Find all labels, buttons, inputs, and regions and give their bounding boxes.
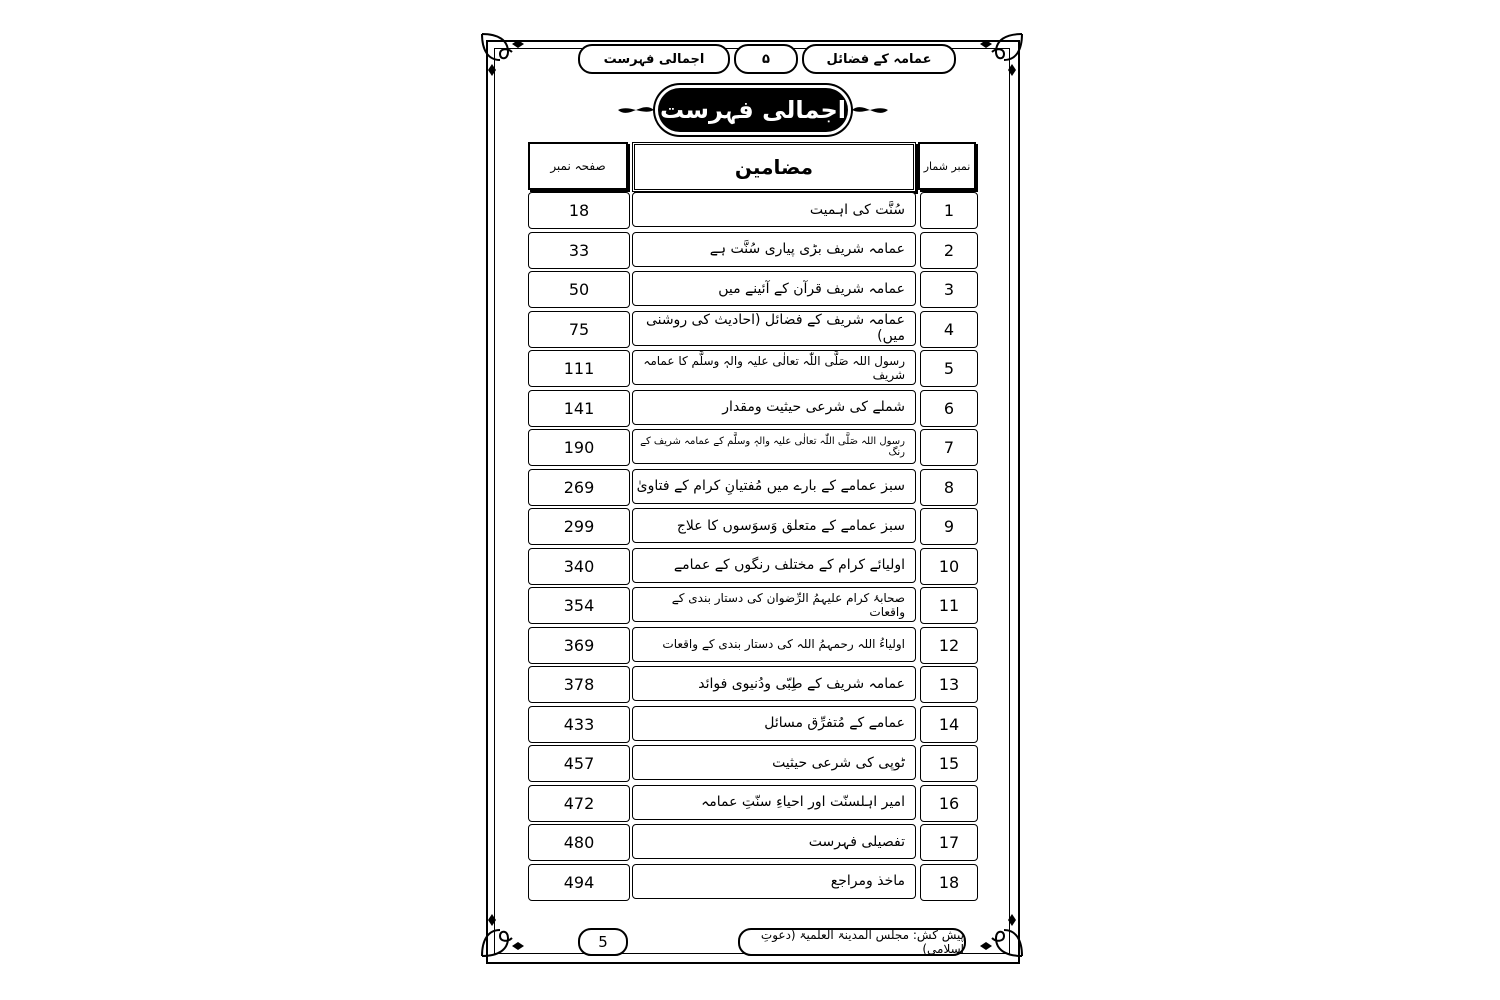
row-page: 299 [528, 508, 630, 545]
row-page: 18 [528, 192, 630, 229]
row-title: شملے کی شرعی حیثیت ومقدار [632, 390, 916, 425]
row-title: اولیاءُ اللہ رحمہمُ اللہ کی دستار بندی کے واقعات [632, 627, 916, 662]
table-row [528, 271, 976, 308]
row-number: 2 [920, 232, 978, 269]
footer-page-number: 5 [578, 928, 628, 956]
row-page: 433 [528, 706, 630, 743]
row-number: 7 [920, 429, 978, 466]
row-title: ماخذ ومراجع [632, 864, 916, 899]
table-row [528, 429, 976, 466]
row-page: 369 [528, 627, 630, 664]
row-number: 10 [920, 548, 978, 585]
row-title: عمامہ شریف کے فضائل (احادیث کی روشنی میں) [632, 311, 916, 346]
table-row [528, 350, 976, 387]
row-title: صحابۂ کرام علیہمُ الرِّضوان کی دستار بندی کے واقعات [632, 587, 916, 622]
row-number: 15 [920, 745, 978, 782]
row-number: 1 [920, 192, 978, 229]
row-page: 494 [528, 864, 630, 901]
table-row [528, 232, 976, 269]
table-row [528, 745, 976, 782]
footer-presenter: پیش کش: مجلس المدینۃ العلمیۃ (دعوتِ اسلامی) [738, 928, 966, 956]
table-row [528, 785, 976, 822]
header-section-title: اجمالی فہرست [578, 44, 730, 74]
table-row [528, 390, 976, 427]
row-number: 16 [920, 785, 978, 822]
row-page: 340 [528, 548, 630, 585]
row-number: 11 [920, 587, 978, 624]
table-row [528, 508, 976, 545]
row-number: 3 [920, 271, 978, 308]
corner-ornament-icon [980, 914, 1026, 960]
row-title: سُنَّت کی اہمیت [632, 192, 916, 227]
header-page-number: ۵ [734, 44, 798, 74]
row-number: 13 [920, 666, 978, 703]
corner-ornament-icon [478, 914, 524, 960]
row-page: 480 [528, 824, 630, 861]
row-number: 12 [920, 627, 978, 664]
row-title: ٹوپی کی شرعی حیثیت [632, 745, 916, 780]
row-number: 4 [920, 311, 978, 348]
row-page: 472 [528, 785, 630, 822]
row-title: سبز عمامے کے متعلق وَسوَسوں کا علاج [632, 508, 916, 543]
row-page: 269 [528, 469, 630, 506]
book-page [478, 30, 1026, 972]
row-page: 75 [528, 311, 630, 348]
header-book-title: عمامہ کے فضائل [802, 44, 956, 74]
row-number: 18 [920, 864, 978, 901]
column-header-serial: نمبر شمار [918, 142, 976, 190]
row-number: 14 [920, 706, 978, 743]
corner-ornament-icon [980, 30, 1026, 76]
row-number: 17 [920, 824, 978, 861]
column-header-topics: مضامین [632, 142, 916, 192]
row-title: عمامہ شریف کے طِبّی ودُنیوی فوائد [632, 666, 916, 701]
table-row [528, 666, 976, 703]
row-number: 9 [920, 508, 978, 545]
row-title: تفصیلی فہرست [632, 824, 916, 859]
row-page: 190 [528, 429, 630, 466]
row-title: رسول اللہ صَلَّی اللّٰہ تعالٰی علیہ والہٖ وسلَّم کے عمامہ شریف کے رنگ [632, 429, 916, 464]
row-number: 6 [920, 390, 978, 427]
table-row [528, 706, 976, 743]
row-title: سبز عمامے کے بارے میں مُفتیانِ کرام کے فتاویٰ [632, 469, 916, 504]
row-page: 33 [528, 232, 630, 269]
corner-ornament-icon [478, 30, 524, 76]
table-row [528, 192, 976, 229]
row-page: 354 [528, 587, 630, 624]
table-row [528, 627, 976, 664]
row-page: 50 [528, 271, 630, 308]
table-row [528, 311, 976, 348]
row-page: 457 [528, 745, 630, 782]
banner-left-flourish-icon [614, 100, 654, 120]
table-row [528, 824, 976, 861]
row-number: 5 [920, 350, 978, 387]
row-page: 378 [528, 666, 630, 703]
table-row [528, 469, 976, 506]
table-row [528, 864, 976, 901]
row-title: امیر اہلسنّت اور احیاءِ سنّتِ عمامہ [632, 785, 916, 820]
page-title-banner: اجمالی فہرست [658, 88, 848, 132]
table-row [528, 548, 976, 585]
banner-right-flourish-icon [852, 100, 892, 120]
row-title: عمامہ شریف بڑی پیاری سُنَّت ہے [632, 232, 916, 267]
row-title: اولیائے کرام کے مختلف رنگوں کے عمامے [632, 548, 916, 583]
row-page: 111 [528, 350, 630, 387]
row-page: 141 [528, 390, 630, 427]
row-title: عمامے کے مُتفرِّق مسائل [632, 706, 916, 741]
row-title: عمامہ شریف قرآن کے آئینے میں [632, 271, 916, 306]
row-number: 8 [920, 469, 978, 506]
row-title: رسول اللہ صَلَّی اللّٰہ تعالٰی علیہ والہٖ وسلَّم کا عمامہ شریف [632, 350, 916, 385]
column-header-page: صفحہ نمبر [528, 142, 628, 190]
table-row [528, 587, 976, 624]
